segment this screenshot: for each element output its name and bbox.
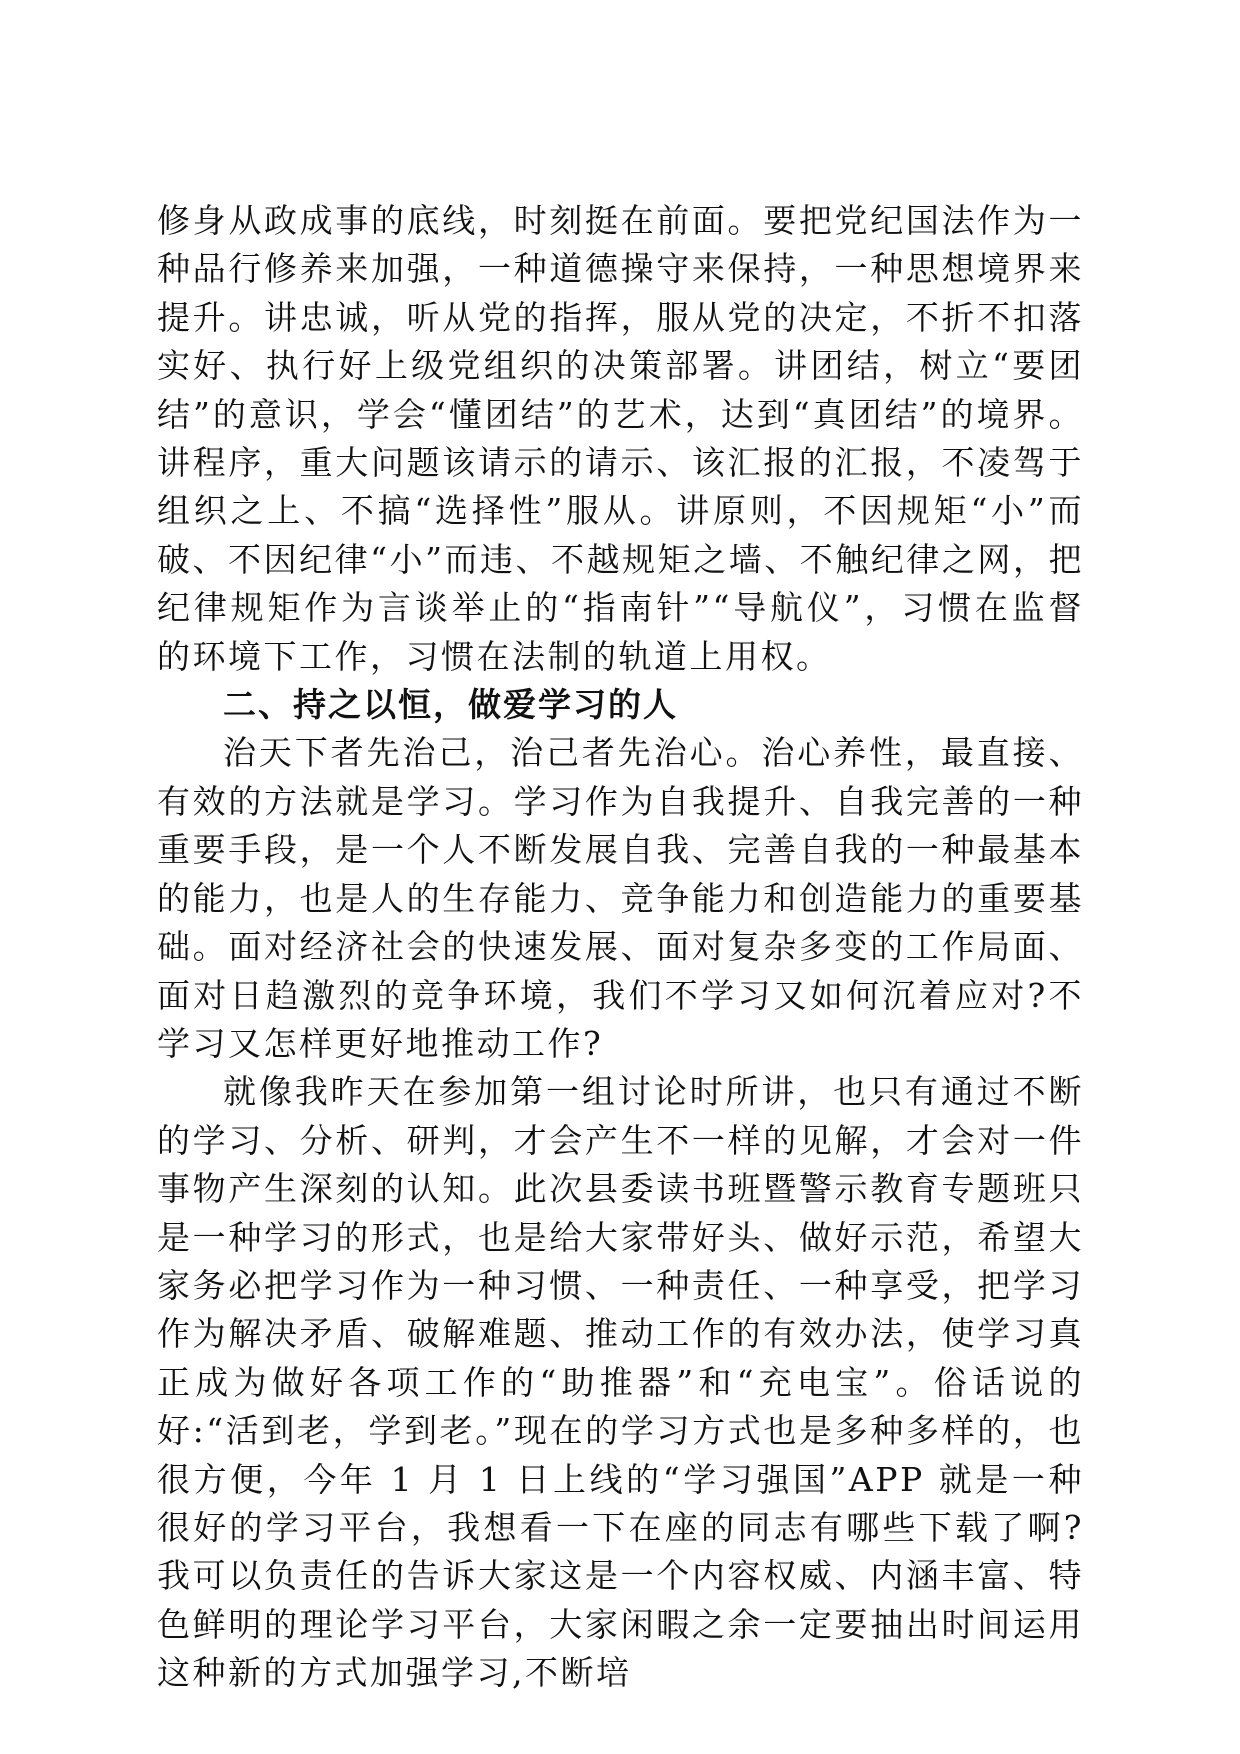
- paragraph-self-cultivation: 治天下者先治己，治己者先治心。治心养性，最直接、有效的方法就是学习。学习作为自我提升、自我完善的一种重要手段，是一个人不断发展自我、完善自我的一种最基本的能力，也是人的生存能力、竞争能力和创造能力的重要基础。面对经济社会的快速发展、面对复杂多变的工作局面、面对日趋激烈的竞争环境，我们不学习又如何沉着应对?不学习又怎样更好地推动工作?: [157, 733, 1084, 1063]
- section-heading: 二、持之以恒，做爱学习的人: [223, 685, 678, 725]
- paragraph-continued: 修身从政成事的底线，时刻挺在前面。要把党纪国法作为一种品行修养来加强，一种道德操守来保持，一种思想境界来提升。讲忠诚，听从党的指挥，服从党的决定，不折不扣落实好、执行好上级党组织的决策部署。讲团结，树立“要团结”的意识，学会“懂团结”的艺术，达到“真团结”的境界。讲程序，重大问题该请示的请示、该汇报的汇报，不凌驾于组织之上、不搞“选择性”服从。讲原则，不因规矩“小”而破、不因纪律“小”而违、不越规矩之墙、不触纪律之网，把纪律规矩作为言谈举止的“指南针”“导航仪”，习惯在监督的环境下工作，习惯在法制的轨道上用权。: [157, 201, 1084, 676]
- document-body: [157, 197, 1084, 1698]
- paragraph-learning-practice: 就像我昨天在参加第一组讨论时所讲，也只有通过不断的学习、分析、研判，才会产生不一样的见解，才会对一件事物产生深刻的认知。此次县委读书班暨警示教育专题班只是一种学习的形式，也是给大家带好头、做好示范，希望大家务必把学习作为一种习惯、一种责任、一种享受，把学习作为解决矛盾、破解难题、推动工作的有效办法，使学习真正成为做好各项工作的“助推器”和“充电宝”。俗话说的好:“活到老，学到老。”现在的学习方式也是多种多样的，也很方便，今年 1 月 1 日上线的“学习强国”APP 就是一种很好的学习平台，我想看一下在座的同志有哪些下载了啊?我可以负责任的告诉大家这是一个内容权威、内涵丰富、特色鲜明的理论学习平台，大家闲暇之余一定要抽出时间运用这种新的方式加强学习,不断培: [157, 1072, 1084, 1693]
